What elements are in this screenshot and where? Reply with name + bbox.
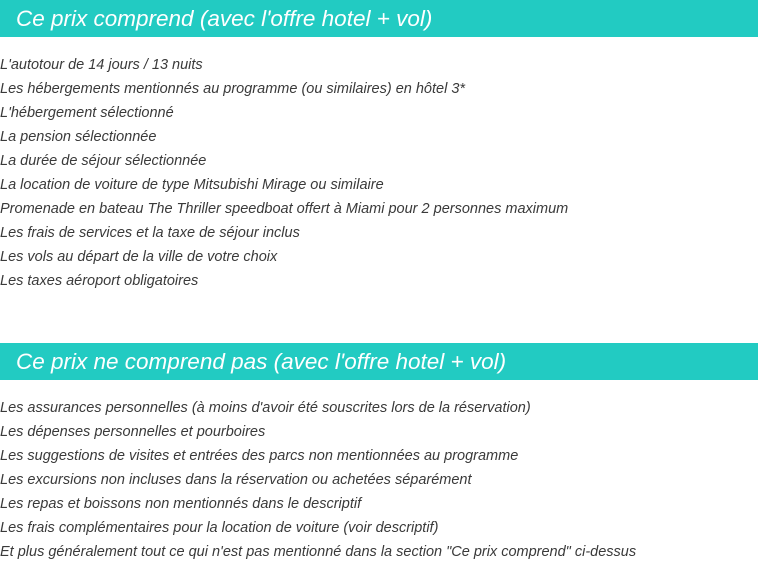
excludes-item: Les suggestions de visites et entrées des parcs non mentionnées au programme: [0, 448, 519, 464]
excludes-item: Les frais complémentaires pour la location de voiture (voir descriptif): [0, 520, 439, 536]
includes-list: [0, 53, 568, 293]
excludes-item: Les excursions non incluses dans la réservation ou achetées séparément: [0, 472, 472, 488]
excludes-item: Les dépenses personnelles et pourboires: [0, 424, 266, 440]
includes-item: La location de voiture de type Mitsubishi Mirage ou similaire: [0, 177, 384, 193]
includes-item: La pension sélectionnée: [0, 129, 157, 145]
includes-section-title: Ce prix comprend (avec l'offre hotel + vol): [0, 0, 758, 37]
includes-item: Les frais de services et la taxe de séjour inclus: [0, 225, 300, 241]
excludes-list: [0, 396, 636, 564]
includes-item: Les taxes aéroport obligatoires: [0, 273, 199, 289]
includes-item: L'hébergement sélectionné: [0, 105, 174, 121]
excludes-item: Les assurances personnelles (à moins d'avoir été souscrites lors de la réservation): [0, 400, 531, 416]
excludes-item: Et plus généralement tout ce qui n'est pas mentionné dans la section "Ce prix comprend" ci-dessus: [0, 544, 637, 560]
includes-item: Les vols au départ de la ville de votre choix: [0, 249, 278, 265]
includes-item: Promenade en bateau The Thriller speedboat offert à Miami pour 2 personnes maximum: [0, 201, 569, 217]
excludes-section-title: Ce prix ne comprend pas (avec l'offre hotel + vol): [0, 343, 758, 380]
includes-item: L'autotour de 14 jours / 13 nuits: [0, 57, 203, 73]
includes-item: Les hébergements mentionnés au programme (ou similaires) en hôtel 3*: [0, 81, 466, 97]
includes-item: La durée de séjour sélectionnée: [0, 153, 207, 169]
excludes-item: Les repas et boissons non mentionnés dans le descriptif: [0, 496, 362, 512]
